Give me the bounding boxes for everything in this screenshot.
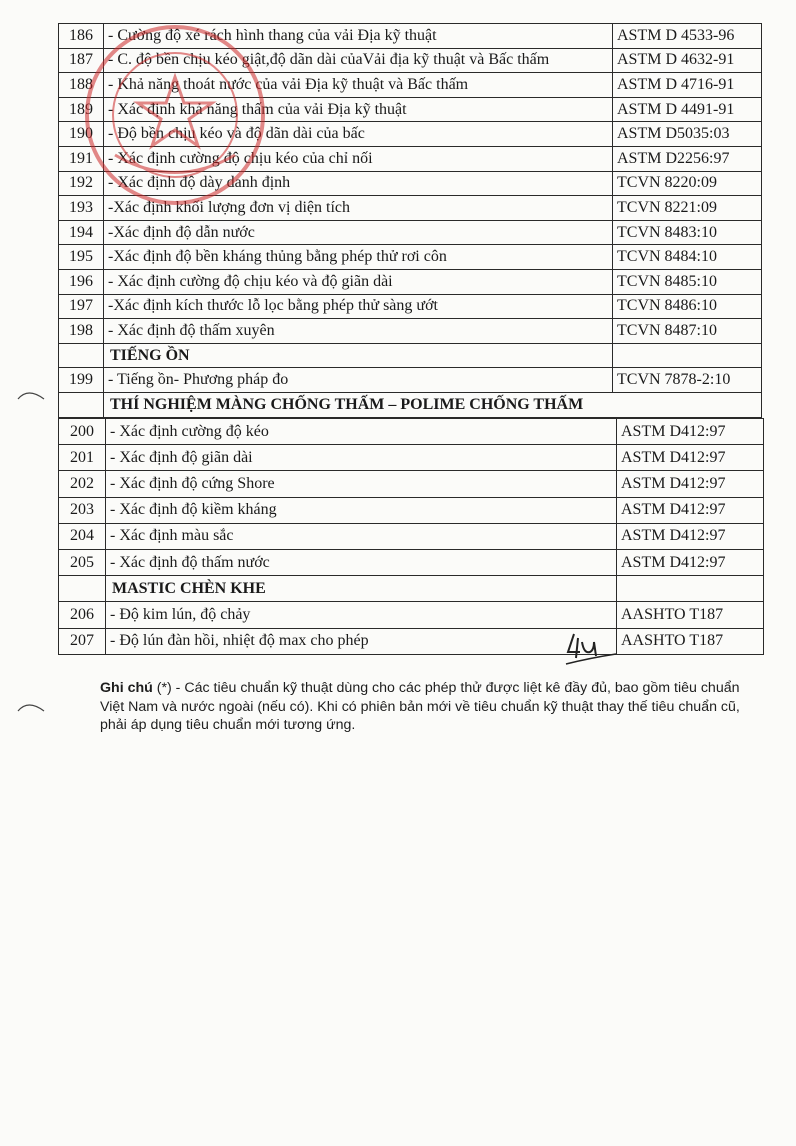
standard-code: ASTM D412:97 (617, 471, 764, 497)
standard-code: AASHTO T187 (617, 602, 764, 628)
test-description: - Độ kim lún, độ chảy (106, 602, 617, 628)
table-row (59, 602, 764, 628)
test-description: - Xác định khả năng thấm của vải Địa kỹ thuật (104, 97, 613, 122)
table-row (59, 445, 764, 471)
test-description: - Xác định độ thấm nước (106, 549, 617, 575)
row-number: 196 (59, 269, 104, 294)
row-number: 191 (59, 146, 104, 171)
table-body (59, 419, 764, 655)
row-number: 190 (59, 122, 104, 147)
test-description: - Xác định cường độ chịu kéo và độ giãn dài (104, 269, 613, 294)
empty-cell (613, 343, 762, 368)
section-title: THÍ NGHIỆM MÀNG CHỐNG THẤM – POLIME CHỐNG THẤM (104, 392, 762, 417)
test-description: - Độ lún đàn hồi, nhiệt độ max cho phép (106, 628, 617, 654)
table-row (59, 48, 762, 73)
margin-punch-mark (14, 385, 50, 405)
standard-code: TCVN 8483:10 (613, 220, 762, 245)
table-body (59, 24, 762, 418)
row-number: 192 (59, 171, 104, 196)
test-description: - Xác định độ cứng Shore (106, 471, 617, 497)
standard-code: ASTM D5035:03 (613, 122, 762, 147)
standards-table-part1 (58, 23, 762, 418)
footnote-label: Ghi chú (100, 680, 153, 696)
test-description: - Xác định độ kiềm kháng (106, 497, 617, 523)
handwritten-initial-signature (560, 628, 620, 670)
test-description: - Cường độ xé rách hình thang của vải Địa kỹ thuật (104, 24, 613, 49)
table-row (59, 628, 764, 654)
row-number: 204 (59, 523, 106, 549)
row-number: 186 (59, 24, 104, 49)
standard-code: ASTM D412:97 (617, 497, 764, 523)
row-number: 199 (59, 368, 104, 393)
row-number: 206 (59, 602, 106, 628)
row-number: 201 (59, 445, 106, 471)
test-description: -Xác định kích thước lỗ lọc bằng phép thử sàng ướt (104, 294, 613, 319)
section-header-row (59, 576, 764, 602)
test-description: - Xác định độ giãn dài (106, 445, 617, 471)
row-number: 193 (59, 196, 104, 221)
test-description: -Xác định độ dẫn nước (104, 220, 613, 245)
footnote-text: (*) - Các tiêu chuẩn kỹ thuật dùng cho các phép thử được liệt kê đầy đủ, bao gồm tiêu chuẩn Việt Nam và nước ngoài (nếu có). Khi có phiên bản mới về tiêu chuẩn kỹ thuật thay thế tiêu chuẩn cũ, phải áp dụng tiêu chuẩn mới tương ứng. (100, 680, 740, 733)
standard-code: TCVN 8484:10 (613, 245, 762, 270)
table-row (59, 269, 762, 294)
table-row (59, 196, 762, 221)
table-row (59, 220, 762, 245)
section-header-row (59, 392, 762, 417)
row-number: 197 (59, 294, 104, 319)
standard-code: ASTM D412:97 (617, 523, 764, 549)
test-description: -Xác định khối lượng đơn vị diện tích (104, 196, 613, 221)
section-title: TIẾNG ỒN (104, 343, 613, 368)
empty-cell (59, 392, 104, 417)
empty-cell (59, 576, 106, 602)
row-number: 207 (59, 628, 106, 654)
standard-code: TCVN 8221:09 (613, 196, 762, 221)
row-number: 195 (59, 245, 104, 270)
table-row (59, 549, 764, 575)
test-description: - C. độ bền chịu kéo giật,độ dãn dài củaVải địa kỹ thuật và Bấc thấm (104, 48, 613, 73)
section-header-row (59, 343, 762, 368)
row-number: 187 (59, 48, 104, 73)
standard-code: TCVN 7878-2:10 (613, 368, 762, 393)
table-row (59, 73, 762, 98)
table-row (59, 419, 764, 445)
section-title: MASTIC CHÈN KHE (106, 576, 617, 602)
row-number: 189 (59, 97, 104, 122)
table-row (59, 497, 764, 523)
table-row (59, 294, 762, 319)
table-row (59, 368, 762, 393)
table-row (59, 97, 762, 122)
row-number: 194 (59, 220, 104, 245)
margin-punch-mark (14, 697, 50, 717)
table-row (59, 146, 762, 171)
empty-cell (59, 343, 104, 368)
standard-code: ASTM D412:97 (617, 419, 764, 445)
row-number: 202 (59, 471, 106, 497)
table-row (59, 319, 762, 344)
standard-code: ASTM D2256:97 (613, 146, 762, 171)
standard-code: TCVN 8220:09 (613, 171, 762, 196)
table-row (59, 471, 764, 497)
row-number: 188 (59, 73, 104, 98)
row-number: 203 (59, 497, 106, 523)
footnote (100, 679, 750, 735)
standard-code: TCVN 8485:10 (613, 269, 762, 294)
test-description: - Khả năng thoát nước của vải Địa kỹ thuật và Bấc thấm (104, 73, 613, 98)
test-description: - Xác định độ thấm xuyên (104, 319, 613, 344)
table-row (59, 171, 762, 196)
standard-code: ASTM D412:97 (617, 445, 764, 471)
test-description: - Xác định độ dày danh định (104, 171, 613, 196)
test-description: -Xác định độ bền kháng thủng bằng phép thử rơi côn (104, 245, 613, 270)
row-number: 205 (59, 549, 106, 575)
test-description: - Xác định cường độ kéo (106, 419, 617, 445)
row-number: 198 (59, 319, 104, 344)
test-description: - Xác định màu sắc (106, 523, 617, 549)
empty-cell (617, 576, 764, 602)
test-description: - Xác định cường độ chịu kéo của chỉ nối (104, 146, 613, 171)
standard-code: ASTM D 4533-96 (613, 24, 762, 49)
standard-code: TCVN 8487:10 (613, 319, 762, 344)
standards-table-part2 (58, 418, 764, 655)
table-row (59, 245, 762, 270)
standard-code: AASHTO T187 (617, 628, 764, 654)
table-row (59, 122, 762, 147)
test-description: - Tiếng ồn- Phương pháp đo (104, 368, 613, 393)
standard-code: ASTM D412:97 (617, 549, 764, 575)
standard-code: ASTM D 4716-91 (613, 73, 762, 98)
table-row (59, 24, 762, 49)
standard-code: ASTM D 4632-91 (613, 48, 762, 73)
table-row (59, 523, 764, 549)
test-description: - Độ bền chịu kéo và độ dãn dài của bấc (104, 122, 613, 147)
standard-code: TCVN 8486:10 (613, 294, 762, 319)
row-number: 200 (59, 419, 106, 445)
standard-code: ASTM D 4491-91 (613, 97, 762, 122)
